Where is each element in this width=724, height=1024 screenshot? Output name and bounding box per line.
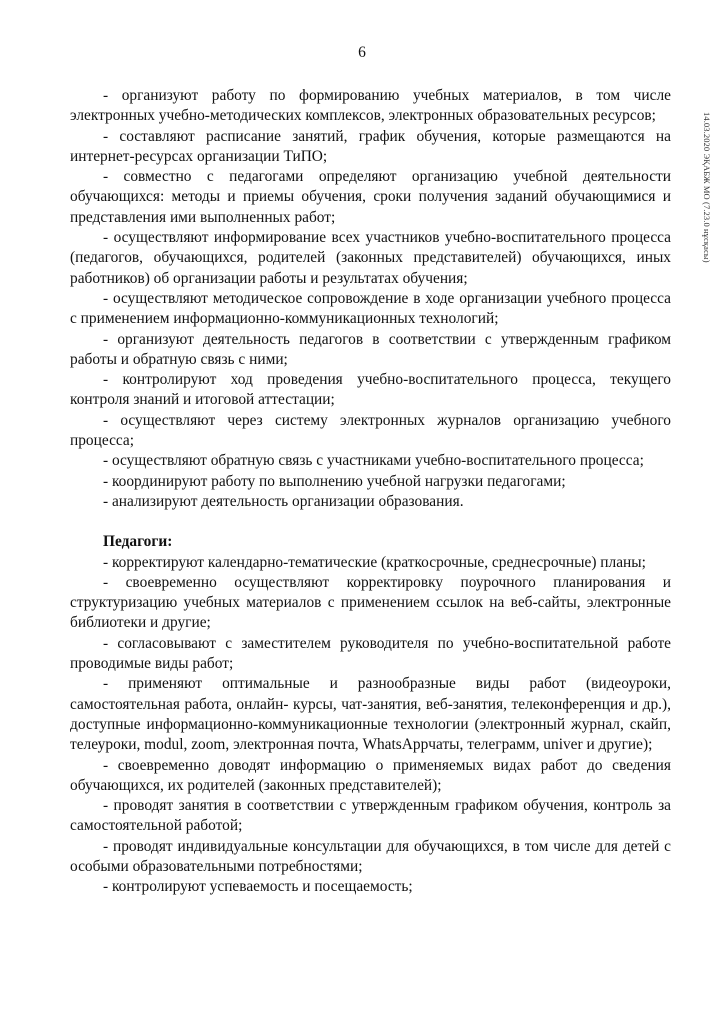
list-item: - осуществляют информирование всех участников учебно-воспитательного процесса (педагогов, обучающихся, родителей (законных представителей) обучающихся, иных работников) об организации работы и результатах обучения; xyxy=(70,229,671,287)
list-item: - осуществляют через систему электронных журналов организацию учебного процесса; xyxy=(70,411,671,450)
list-item: - осуществляют методическое сопровождение в ходе организации учебного процесса с применением информационно-коммуникационных технологий; xyxy=(70,289,671,328)
list-item: - анализируют деятельность организации образования. xyxy=(103,492,464,510)
list-item: - применяют оптимальные и разнообразные виды работ (видеоуроки, самостоятельная работа, онлайн- курсы, чат-занятия, веб-занятия, телеконференция и др.), доступные информационно-коммуникационные технологии (электронный журнал, скайп, телеуроки, modul, zoom, электронная почта, WhatsAppчаты, телеграмм, univer и другие); xyxy=(70,675,671,754)
list-item: - согласовывают с заместителем руководителя по учебно-воспитательной работе проводимые виды работ; xyxy=(70,634,671,673)
list-item: - контролируют ход проведения учебно-воспитательного процесса, текущего контроля знаний и итоговой аттестации; xyxy=(70,371,671,409)
list-item: - координируют работу по выполнению учебной нагрузки педагогами; xyxy=(103,472,566,490)
page-number: 6 xyxy=(358,44,366,61)
list-item: - контролируют успеваемость и посещаемость; xyxy=(103,878,413,896)
side-stamp: 14.03.2020 ЭҚАБЖ МО (7.23.0 нұсқасы) xyxy=(702,112,712,263)
list-item: - своевременно доводят информацию о применяемых видах работ до сведения обучающихся, их родителей (законных представителей); xyxy=(70,756,671,794)
list-item: - проводят занятия в соответствии с утвержденным графиком обучения, контроль за самостоятельной работой; xyxy=(70,797,671,835)
document-body xyxy=(70,86,671,898)
teachers-list xyxy=(70,553,671,898)
management-list xyxy=(70,86,671,512)
list-item: - совместно с педагогами определяют организацию учебной деятельности обучающихся: методы и приемы обучения, сроки получения заданий обучающимися и представления ими выполненных работ; xyxy=(70,168,671,226)
section-heading-teachers: Педагоги: xyxy=(103,533,173,551)
list-item: - осуществляют обратную связь с участниками учебно-воспитательного процесса; xyxy=(103,452,644,470)
list-item: - корректируют календарно-тематические (краткосрочные, среднесрочные) планы; xyxy=(103,553,646,571)
list-item: - составляют расписание занятий, график обучения, которые размещаются на интернет-ресурсах организации ТиПО; xyxy=(70,127,671,165)
list-item: - проводят индивидуальные консультации для обучающихся, в том числе для детей с особыми образовательными потребностями; xyxy=(70,837,671,875)
list-item: - организуют деятельность педагогов в соответствии с утвержденным графиком работы и обратную связь с ними; xyxy=(70,330,671,368)
list-item: - своевременно осуществляют корректировку поурочного планирования и структуризацию учебных материалов с применением ссылок на веб-сайты, электронные библиотеки и другие; xyxy=(70,573,671,632)
list-item: - организуют работу по формированию учебных материалов, в том числе электронных учебно-методических комплексов, электронных образовательных ресурсов; xyxy=(70,87,671,125)
